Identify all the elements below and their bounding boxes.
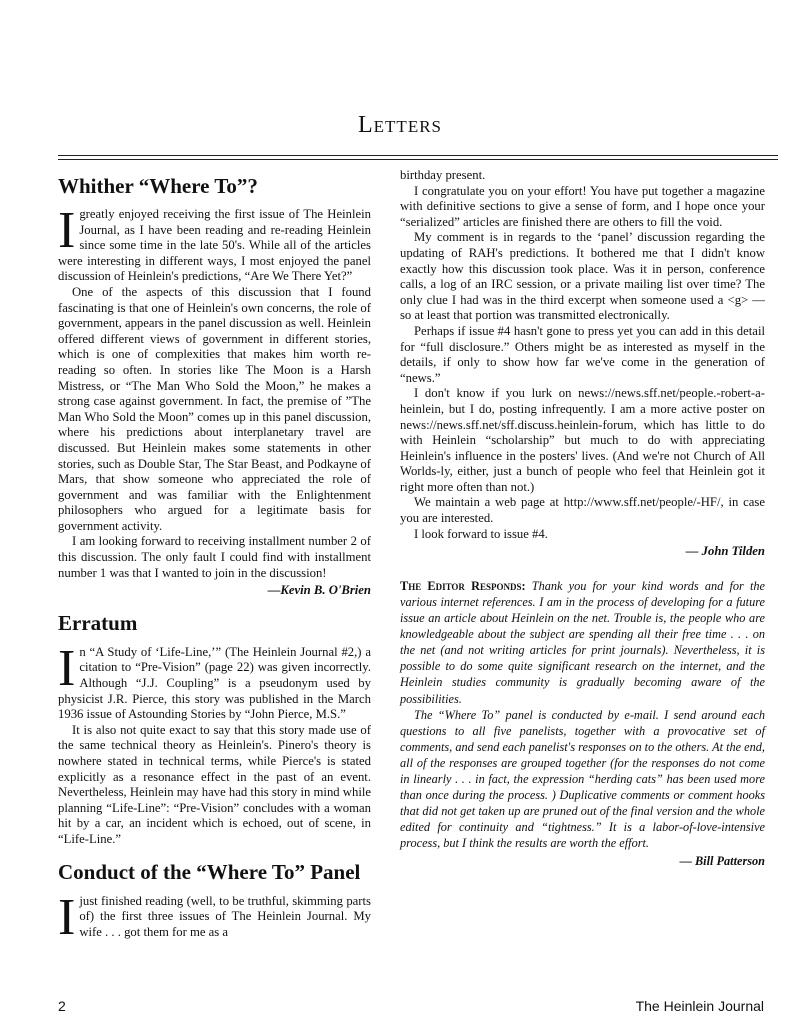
signature-tilden: — John Tilden	[685, 544, 765, 559]
letter-obrien-p2: One of the aspects of this discussion that I found fascinating is that one of Heinlein's own concerns, the role of government, appears in the panel discussion as well. Heinlein offered different views of government in different stories, which is one of complexities that makes him worth re-reading so often. In stories like The Moon is a Harsh Mistress, or “The Man Who Sold the Moon,” he makes a strong case against government. In fact, the premise of ”The Man Who Sold the Moon” comes up in this panel discussion, where his predictions about interplanetary travel are discussed. But Heinlein makes some statements in other stories, such as Double Star, The Star Beast, and Podkayne of Mars, that show someone who appreciated the role of government and was familiar with the Enlightenment philosophers who argued for a legitimate basis for government activity.	[58, 284, 371, 533]
letter-tilden-p6: We maintain a web page at http://www.sff.net/people/-HF/, in case you are interested.	[400, 495, 765, 526]
letter-tilden-p4: Perhaps if issue #4 hasn't gone to press yet you can add in this detail for “full disclosure.” Others might be as interested as myself in the details, if only to show how far we've come in the generation of “news.”	[400, 323, 765, 385]
letter-tilden-cont: birthday present.	[400, 168, 486, 182]
letter-tilden-p3: My comment is in regards to the ‘panel’ discussion regarding the updating of RAH's predictions. It bothered me that I didn't know exactly how this discussion took place. Was it in person, conference calls, a log of an IRC session, or a private mailing list over time? The only clue I had was in the third excerpt when someone used a <g> — so at least that portion was transmitted electronically.	[400, 230, 765, 323]
left-column	[58, 168, 371, 946]
drop-cap: I	[58, 202, 76, 259]
erratum-p2: It is also not quite exact to say that this story made use of the same technical theory as Heinlein's. Pinero's theory is nowhere stated in technical terms, while Pierce's is stated explicitly as a resonance effect in the past of an event. Nevertheless, Heinlein may have had this story in mind while planning “Life-Line”: “Pre-Vision” concludes with a woman hit by a car, an incident which is echoed, out of scene, in “Life-Line.”	[58, 722, 371, 846]
journal-name: The Heinlein Journal	[635, 998, 764, 1014]
editor-response	[400, 578, 765, 870]
letter-tilden-p2: I congratulate you on your effort! You have put together a magazine with definitive sections to give a sense of form, and I hope once your “serialized” articles are finished there are others to fill the void.	[400, 183, 765, 229]
section-heading-erratum: Erratum	[58, 610, 138, 635]
editor-p2: The “Where To” panel is conducted by e-mail. I send around each questions to all five panelists, together with a provocative set of comments, and send each panelist's responses on to the others. At the end, all of the responses are grouped together (for the responses do not come in linearly . . . in fact, the expression “herding cats” has been used more than once during the process. ) Duplicative comments or comment hooks that did not get taken up are pruned out of the final version and the whole edited for continuity and “tightness.” It is a labor-of-love-intensive process, but I think the results are worth the effort.	[400, 707, 765, 851]
erratum-p1: In “A Study of ‘Life-Line,’” (The Heinlein Journal #2,) a citation to “Pre-Vision” (page 22) was given incorrectly. Although “J.J. Coupling” is a pseudonym used by physicist J.R. Pierce, this story was published in the March 1936 issue of Astounding Stories by “John Pierce, M.S.”	[58, 639, 371, 722]
letter-tilden-p7: I look forward to issue #4.	[414, 526, 548, 541]
page-title: Letters	[358, 112, 442, 138]
page-number: 2	[58, 998, 66, 1014]
editor-p1: The Editor Responds: Thank you for your kind words and for the various internet references. I am in the process of developing for a future issue an article about Heinlein on the net. Trouble is, the people who are knowledgeable about the subject are spending all their free time . . . on the net (and not writing articles for print journals). Nevertheless, it is possible to do some quite significant research on the internet, and the Heinlein studies community is gradually becoming aware of the possibilities.	[400, 578, 766, 706]
right-column	[400, 168, 765, 870]
section-heading-conduct: Conduct of the “Where To” Panel	[58, 859, 361, 884]
editor-lead: The Editor Responds:	[400, 578, 526, 593]
header-rule	[58, 155, 778, 160]
section-heading-whither: Whither “Where To”?	[58, 174, 258, 198]
letter-tilden-p1: Ijust finished reading (well, to be truthful, skimming parts of) the first three issues of The Heinlein Journal. My wife . . . got them for me as a	[58, 888, 371, 946]
letter-tilden-p5: I don't know if you lurk on news://news.sff.net/people.-robert-a-heinlein, but I do, posting infrequently. I am a more active poster on news://news.sff.net/sff.discuss.heinlein-forum, which has little to do with Heinlein “scholarship” but much to do with appreciating Heinlein's influence in the posters' lives. (And we're not Church of All Worlds-ly, either, just a bunch of people who feel that Heinlein got it right more often than not.)	[400, 386, 765, 494]
drop-cap: I	[58, 888, 76, 946]
drop-cap: I	[58, 639, 76, 697]
signature-patterson: — Bill Patterson	[679, 854, 765, 869]
letter-obrien-p1: Igreatly enjoyed receiving the first issue of The Heinlein Journal, as I have been reading and re-reading Heinlein since some time in the late 50's. While all of the articles were interesting in different ways, I most enjoyed the panel discussion of Heinlein's predictions, “Are We There Yet?”	[58, 202, 371, 284]
signature-obrien: —Kevin B. O'Brien	[267, 583, 371, 598]
letter-obrien-p3: I am looking forward to receiving installment number 2 of this discussion. The only fault I could find with installment number 1 was that I wanted to join in the discussion!	[58, 534, 371, 580]
